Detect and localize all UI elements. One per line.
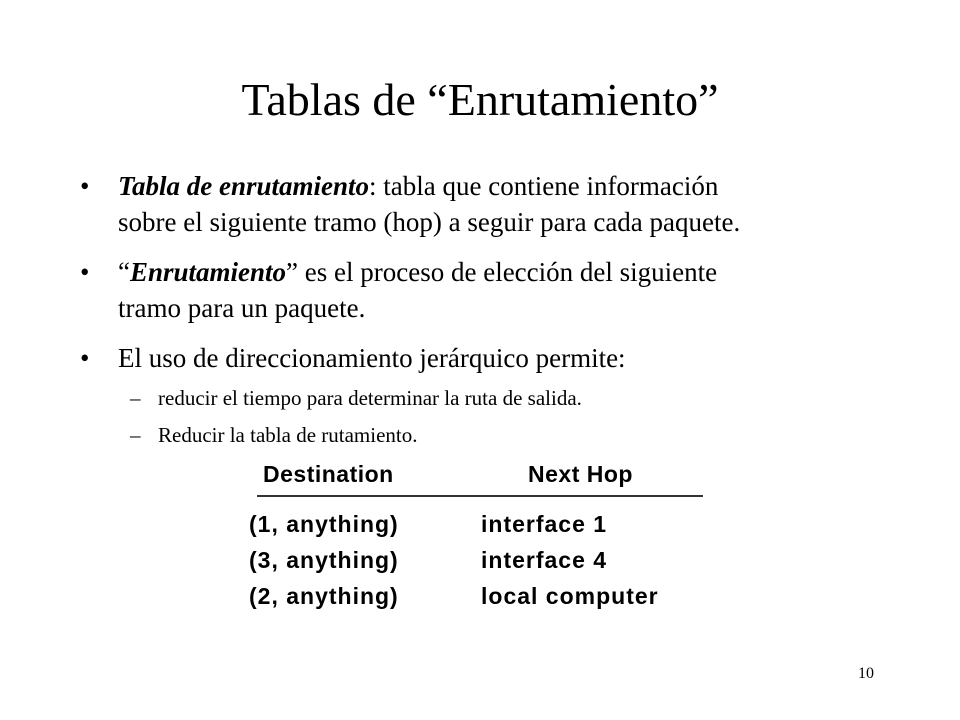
bullet-line xyxy=(118,168,878,204)
slide-title: Tablas de “Enrutamiento” xyxy=(241,74,719,125)
sub-bullet-text: Reducir la tabla de rutamiento. xyxy=(158,423,418,447)
routing-table xyxy=(245,456,715,616)
bullet-marker: • xyxy=(80,343,90,373)
bullet-line-text: : tabla que contiene información xyxy=(369,171,719,201)
table-cell-destination: (3, anything) xyxy=(249,547,399,573)
bullet-line: sobre el siguiente tramo (hop) a seguir para cada paquete. xyxy=(118,207,741,237)
sub-bullet-text: reducir el tiempo para determinar la ruta de salida. xyxy=(158,386,582,410)
column-header-destination: Destination xyxy=(263,461,394,487)
header-divider xyxy=(257,495,703,497)
page-number: 10 xyxy=(858,665,874,682)
bullet-line: tramo para un paquete. xyxy=(118,293,366,323)
bullet-text xyxy=(118,168,878,240)
column-header-next-hop: Next Hop xyxy=(528,461,633,487)
bullet-marker: • xyxy=(80,257,90,287)
bullet-line xyxy=(118,254,878,290)
emphasis-term: Enrutamiento xyxy=(129,257,287,287)
emphasis-term: Tabla de enrutamiento xyxy=(118,171,370,201)
open-quote: “ xyxy=(118,257,130,287)
table-cell-destination: (2, anything) xyxy=(249,583,399,609)
bullet-text xyxy=(118,340,878,376)
table-cell-next-hop: interface 4 xyxy=(481,547,608,573)
sub-bullet-marker: – xyxy=(130,386,141,410)
bullet-text xyxy=(118,254,878,326)
table-cell-next-hop: local computer xyxy=(481,583,659,609)
bullet-line: El uso de direccionamiento jerárquico permite: xyxy=(118,343,626,373)
sub-bullet-marker: – xyxy=(130,423,141,447)
bullet-line-text: ” es el proceso de elección del siguiente xyxy=(286,257,718,287)
table-cell-next-hop: interface 1 xyxy=(481,511,608,537)
table-cell-destination: (1, anything) xyxy=(249,511,399,537)
bullet-marker: • xyxy=(80,171,90,201)
